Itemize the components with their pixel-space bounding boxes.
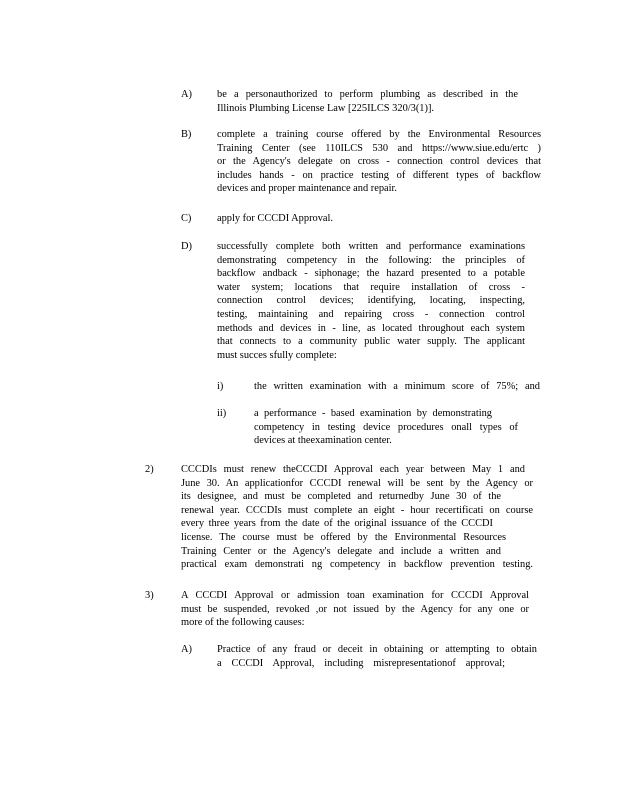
text-line: June 30. An applicationfor CCCDI renewal will be sent by the Agency or [181,477,533,489]
text-line: CCCDIs must renew theCCCDI Approval each year between May 1 and [181,464,525,475]
text-line: includes hands - on practice testing of different types of backflow [217,169,541,181]
text-line: Illinois Plumbing License Law [225ILCS 320/3(1)]. [217,102,435,114]
text-line: be a personauthorized to perform plumbing as described in the [217,89,518,100]
text-line: Training Center or the Agency's delegate and include a written and [181,545,501,557]
item-label: C) [181,213,192,224]
text-line: must succes sfully complete: [217,349,337,361]
text-line: Training Center (see 110ILCS 530 and https://www.siue.edu/ertc ) [217,142,541,154]
text-line: license. The course must be offered by the Environmental Resources [181,531,506,543]
item-label: D) [181,241,192,252]
item-label: i) [217,381,224,392]
text-line: every three years from the date of the original issuance of the CCCDI [181,518,493,530]
item-label: A) [181,89,192,100]
text-line: or the Agency's delegate on cross - connection control devices that [217,156,541,168]
item-text [254,380,540,394]
item-text [217,88,518,115]
text-line: testing, maintaining and repairing cross - connection control [217,308,525,320]
text-line: practical exam demonstrati ng competency in backflow prevention testing. [181,559,533,571]
item-label: 2) [145,464,154,475]
text-line: devices and proper maintenance and repair. [217,183,398,195]
text-line: devices at theexamination center. [254,435,392,447]
text-line: methods and devices in - line, as located throughout each system [217,322,525,334]
text-line: demonstrating competency in the following: the principles of [217,254,525,266]
item-text [181,589,529,630]
item-text [217,128,541,196]
item-text [217,240,525,362]
text-line: apply for CCCDI Approval. [217,213,334,224]
item-label: ii) [217,408,227,419]
item-text [217,643,537,670]
item-label: B) [181,129,192,140]
text-line: a CCCDI Approval, including misrepresentationof approval; [217,657,505,669]
text-line: must be suspended, revoked ,or not issued by the Agency for any one or [181,603,529,615]
text-line: its designee, and must be completed and returnedby June 30 of the [181,491,501,503]
item-text [254,407,518,448]
text-line: successfully complete both written and performance examinations [217,241,525,252]
item-text [181,463,533,572]
text-line: the written examination with a minimum score of 75%; and [254,381,540,392]
text-line: that connects to a community public water supply. The applicant [217,336,525,348]
text-line: A CCCDI Approval or admission toan examination for CCCDI Approval [181,590,529,601]
text-line: more of the following causes: [181,617,305,629]
text-line: a performance - based examination by demonstrating [254,408,492,419]
item-label: 3) [145,590,154,601]
text-line: complete a training course offered by the Environmental Resources [217,129,541,140]
text-line: renewal year. CCCDIs must complete an eight - hour recertificati on course [181,504,533,516]
item-text [217,212,541,226]
text-line: backflow andback - siphonage; the hazard presented to a potable [217,268,525,280]
text-line: competency in testing device procedures onall types of [254,421,518,433]
item-label: A) [181,644,192,655]
text-line: water system; locations that require installation of cross - [217,281,525,293]
text-line: connection control devices; identifying, locating, inspecting, [217,295,525,307]
text-line: Practice of any fraud or deceit in obtaining or attempting to obtain [217,644,537,655]
